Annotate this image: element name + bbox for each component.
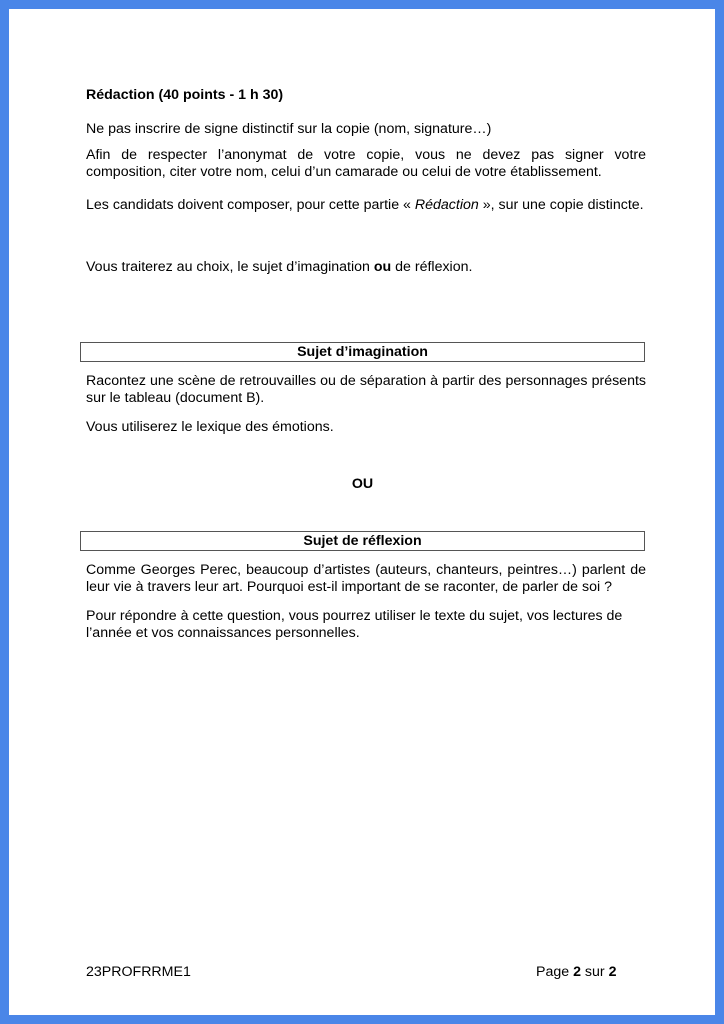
- instruction-separate-copy-part2: », sur une copie distincte.: [478, 197, 644, 213]
- footer-page-word: Page: [536, 964, 574, 980]
- instruction-separate-copy-italic: Rédaction: [414, 197, 479, 213]
- instruction-choice-part1: Vous traiterez au choix, le sujet d’imagination: [86, 259, 374, 275]
- footer-of-word: sur: [580, 964, 609, 980]
- footer-page-number: [536, 964, 616, 980]
- instruction-separate-copy-part1: Les candidats doivent composer, pour cette partie «: [86, 197, 415, 213]
- reflexion-title-box: Sujet de réflexion: [80, 531, 645, 551]
- document-page: [9, 9, 715, 1015]
- footer-code: 23PROFRRME1: [86, 964, 191, 980]
- imagination-instruction: Vous utiliserez le lexique des émotions.: [86, 419, 334, 435]
- instruction-choice-bold: ou: [373, 259, 392, 275]
- imagination-title-box: Sujet d’imagination: [80, 342, 645, 362]
- reflexion-instruction: Pour répondre à cette question, vous pourrez utiliser le texte du sujet, vos lectures de l’année et vos connaissances personnelles.: [86, 608, 623, 641]
- instruction-separate-copy: [86, 197, 646, 214]
- instruction-choice-part2: de réflexion.: [391, 259, 473, 275]
- imagination-prompt: Racontez une scène de retrouvailles ou de séparation à partir des personnages présents sur le tableau (document B).: [86, 373, 646, 406]
- instruction-anonymity: Afin de respecter l’anonymat de votre copie, vous ne devez pas signer votre composition, citer votre nom, celui d’un camarade ou celui de votre établissement.: [86, 147, 646, 180]
- section-heading: Rédaction (40 points - 1 h 30): [86, 87, 284, 103]
- or-separator: OU: [351, 476, 374, 492]
- instruction-choice: [86, 259, 646, 276]
- footer-page-current: 2: [573, 964, 581, 980]
- footer-page-total: 2: [608, 964, 617, 980]
- instruction-no-sign: Ne pas inscrire de signe distinctif sur la copie (nom, signature…): [86, 121, 492, 137]
- reflexion-prompt: Comme Georges Perec, beaucoup d’artistes (auteurs, chanteurs, peintres…) parlent de leur vie à travers leur art. Pourquoi est-il important de se raconter, de parler de soi ?: [86, 562, 646, 595]
